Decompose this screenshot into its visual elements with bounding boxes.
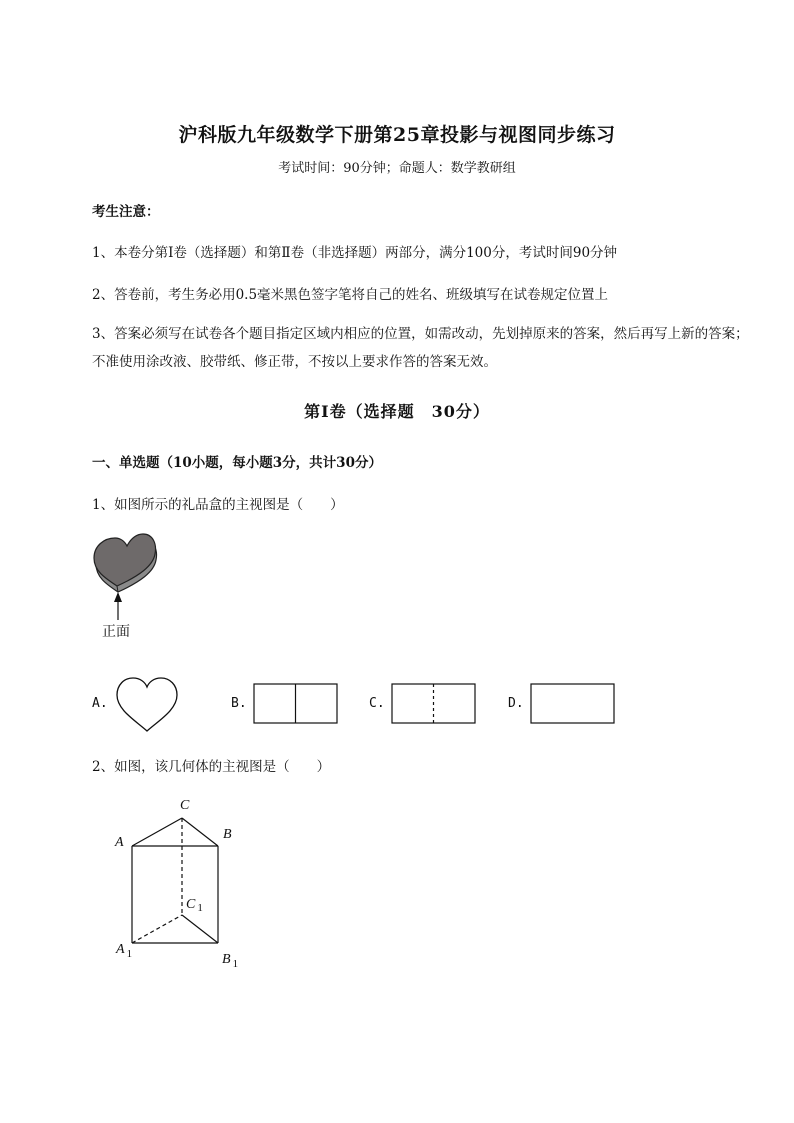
section-title: 第I卷（选择题 30分） bbox=[304, 402, 490, 421]
question-1-text: 1、如图所示的礼品盒的主视图是（ ） bbox=[92, 497, 344, 513]
vertex-c1: C $_1$ bbox=[186, 897, 203, 914]
option-b-label: B. bbox=[231, 696, 247, 711]
option-c-label: C. bbox=[369, 696, 385, 711]
option-d-label: D. bbox=[508, 696, 524, 711]
question-2-text: 2、如图，该几何体的主视图是（ ） bbox=[92, 759, 331, 775]
front-label: 正面 bbox=[102, 624, 130, 640]
notice-item-2: 2、答卷前，考生务必用0.5毫米黑色签字笔将自己的姓名、班级填写在试卷规定位置上 bbox=[92, 287, 609, 303]
notice-item-3: 3、答案必须写在试卷各个题目指定区域内相应的位置，如需改动，先划掉原来的答案，然后再写上新的答案；不准使用涂改液、胶带纸、修正带，不按以上要求作答的答案无效。 bbox=[92, 326, 749, 370]
option-a-label: A. bbox=[92, 696, 108, 711]
vertex-a: A bbox=[115, 835, 124, 850]
triangular-prism-figure bbox=[110, 798, 270, 978]
notice-heading: 考生注意： bbox=[92, 204, 160, 220]
vertex-a1: A $_1$ bbox=[116, 942, 133, 960]
exam-subtitle: 考试时间：90分钟；命题人：数学教研组 bbox=[278, 161, 516, 176]
option-d-figure bbox=[530, 683, 616, 725]
vertex-b: B bbox=[223, 827, 232, 842]
option-c-figure bbox=[391, 683, 477, 725]
option-a-heart-icon bbox=[114, 676, 180, 734]
vertex-b1: B $_1$ bbox=[222, 952, 239, 970]
notice-item-1: 1、本卷分第I卷（选择题）和第Ⅱ卷（非选择题）两部分，满分100分，考试时间90分钟 bbox=[92, 245, 618, 261]
option-b-figure bbox=[253, 683, 339, 725]
part-heading: 一、单选题（10小题，每小题3分，共计30分） bbox=[92, 455, 382, 471]
page-title: 沪科版九年级数学下册第25章投影与视图同步练习 bbox=[178, 124, 616, 146]
vertex-c: C bbox=[180, 798, 190, 813]
